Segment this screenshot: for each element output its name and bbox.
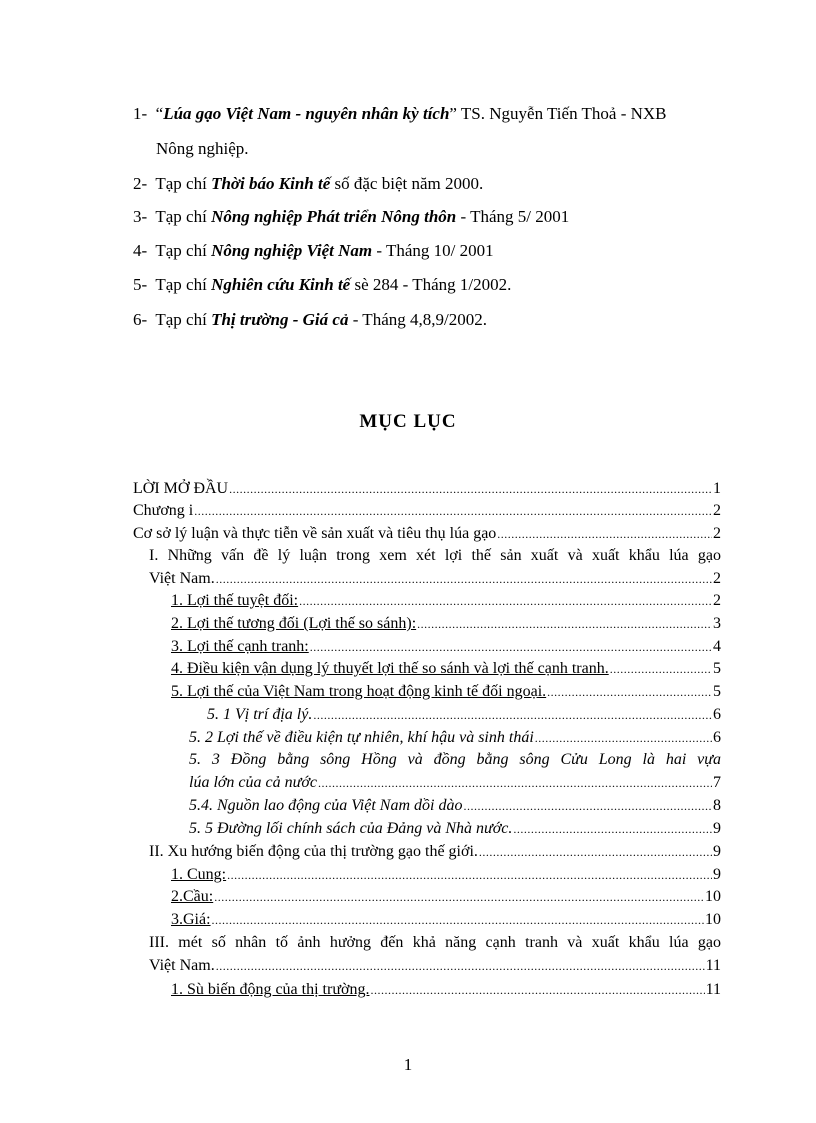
- toc-page-number: 9: [713, 820, 721, 837]
- reference-title: Nghiên cứu Kinh tế: [211, 275, 351, 294]
- reference-title: Nông nghiệp Phát triển Nông thôn: [211, 207, 457, 226]
- toc-entry[interactable]: [133, 524, 721, 544]
- toc-leader: [313, 708, 712, 722]
- reference-title: Thời báo Kinh tế: [211, 174, 331, 193]
- toc-entry-label: 1. Sù biến động của thị trường.: [171, 981, 370, 998]
- toc-entry-label: II. Xu hướng biến động của thị trường gạo thế giới.: [149, 843, 478, 860]
- toc-entry[interactable]: [189, 819, 721, 839]
- toc-entry-label: Việt Nam.: [149, 570, 215, 587]
- toc-entry-label: 3. Lợi thế cạnh tranh:: [171, 638, 309, 655]
- toc-entry[interactable]: [189, 773, 721, 793]
- reference-text: Tạp chí: [155, 174, 212, 193]
- toc-leader: [497, 527, 712, 541]
- toc-entry-label: 5. 2 Lợi thế về điều kiện tự nhiên, khí hậu và sinh thái: [189, 729, 534, 746]
- toc-entry-label: 5. 1 Vị trí địa lý.: [207, 706, 313, 723]
- toc-entry[interactable]: [171, 910, 721, 930]
- toc-page-number: 9: [713, 843, 721, 860]
- reference-number: 5-: [133, 275, 148, 294]
- toc-page-number: 5: [713, 683, 721, 700]
- reference-title: Nông nghiệp Việt Nam: [211, 241, 373, 260]
- toc-leader: [513, 822, 712, 836]
- toc-entry[interactable]: [207, 705, 721, 725]
- toc-entry[interactable]: [189, 796, 721, 816]
- toc-title: MỤC LỤC: [359, 411, 457, 432]
- toc-page-number: 4: [713, 638, 721, 655]
- toc-page-number: 11: [705, 957, 721, 974]
- toc-page-number: 2: [713, 502, 721, 519]
- toc-entry[interactable]: [133, 501, 721, 521]
- page-number: 1: [403, 1055, 413, 1074]
- reference-text: - Tháng 4,8,9/2002.: [348, 310, 487, 329]
- toc-page-number: 5: [713, 660, 721, 677]
- toc-leader: [227, 868, 712, 882]
- toc-entry[interactable]: [171, 682, 721, 702]
- reference-title: Thị trường - Giá cả: [211, 310, 349, 329]
- reference-number: 6-: [133, 310, 148, 329]
- toc-entry-label: LỜI MỞ ĐẦU: [133, 480, 229, 497]
- toc-page-number: 9: [713, 866, 721, 883]
- toc-leader: [610, 662, 712, 676]
- toc-entry[interactable]: [171, 659, 721, 679]
- reference-item-1-continued: Nông nghiệp.: [156, 139, 249, 158]
- toc-entry-label: 5.4. Nguồn lao động của Việt Nam dồi dào: [189, 797, 463, 814]
- toc-leader: [212, 913, 704, 927]
- toc-leader: [547, 685, 712, 699]
- toc-page-number: 8: [713, 797, 721, 814]
- toc-leader: [479, 845, 712, 859]
- reference-text: Tạp chí: [155, 207, 212, 226]
- toc-leader: [310, 640, 712, 654]
- toc-leader: [417, 617, 712, 631]
- reference-text: Tạp chí: [155, 241, 212, 260]
- toc-page-number: 10: [705, 888, 721, 905]
- toc-leader: [535, 731, 712, 745]
- reference-item-5: [133, 275, 511, 295]
- toc-leader: [216, 959, 705, 973]
- reference-text: “: [155, 104, 164, 123]
- toc-entry-label: 1. Lợi thế tuyệt đối:: [171, 592, 299, 609]
- toc-entry-label: 4. Điều kiện vận dụng lý thuyết lợi thế so sánh và lợi thế cạnh tranh.: [171, 660, 609, 677]
- toc-entry[interactable]: [171, 637, 721, 657]
- reference-text: Tạp chí: [155, 310, 212, 329]
- reference-number: 1-: [133, 104, 148, 123]
- toc-page-number: 6: [713, 729, 721, 746]
- reference-number: 3-: [133, 207, 148, 226]
- toc-entry-first-line[interactable]: III. mét số nhân tố ảnh hưởng đến khả năng cạnh tranh và xuất khẩu lúa gạo: [149, 934, 721, 951]
- toc-page-number: 7: [713, 774, 721, 791]
- toc-entry-label: 5. Lợi thế của Việt Nam trong hoạt động kinh tế đối ngoại.: [171, 683, 547, 700]
- toc-entry[interactable]: [149, 569, 721, 589]
- reference-text: Tạp chí: [155, 275, 212, 294]
- toc-page-number: 6: [713, 706, 721, 723]
- toc-page-number: 2: [713, 592, 721, 609]
- reference-text: - Tháng 10/ 2001: [372, 241, 494, 260]
- toc-page-number: 11: [705, 981, 721, 998]
- toc-page-number: 2: [713, 570, 721, 587]
- toc-entry[interactable]: [133, 479, 721, 499]
- reference-item-3: [133, 207, 569, 227]
- toc-entry[interactable]: [171, 865, 721, 885]
- toc-leader: [299, 594, 712, 608]
- reference-title: Lúa gạo Việt Nam - nguyên nhân kỳ tích: [163, 104, 450, 123]
- toc-page-number: 2: [713, 525, 721, 542]
- toc-leader: [216, 572, 712, 586]
- reference-text: ” TS. Nguyễn Tiến Thoả - NXB: [449, 104, 667, 123]
- reference-text: - Tháng 5/ 2001: [456, 207, 570, 226]
- toc-page-number: 3: [713, 615, 721, 632]
- toc-entry-label: 2. Lợi thế tương đối (Lợi thế so sánh):: [171, 615, 417, 632]
- toc-entry[interactable]: [171, 980, 721, 1000]
- toc-entry[interactable]: [171, 591, 721, 611]
- reference-text: số đặc biệt năm 2000.: [330, 174, 484, 193]
- toc-page-number: 10: [705, 911, 721, 928]
- toc-entry-label: 3.Giá:: [171, 911, 211, 928]
- reference-number: 2-: [133, 174, 148, 193]
- toc-page-number: 1: [713, 480, 721, 497]
- toc-leader: [318, 776, 712, 790]
- toc-entry-first-line[interactable]: 5. 3 Đồng bằng sông Hồng và đồng bằng sông Cửu Long là hai vựa: [189, 751, 721, 768]
- reference-number: 4-: [133, 241, 148, 260]
- reference-item-2: [133, 174, 483, 194]
- toc-entry-label: Chương i: [133, 502, 194, 519]
- toc-entry-label: Cơ sở lý luận và thực tiễn về sản xuất và tiêu thụ lúa gạo: [133, 525, 497, 542]
- toc-entry-label: lúa lớn của cả nước: [189, 774, 317, 791]
- toc-entry-label: 1. Cung:: [171, 866, 227, 883]
- toc-entry-label: 2.Cầu:: [171, 888, 214, 905]
- toc-leader: [463, 799, 712, 813]
- toc-entry[interactable]: [149, 956, 721, 976]
- toc-entry-label: 5. 5 Đường lối chính sách của Đảng và Nhà nước.: [189, 820, 513, 837]
- reference-item-6: [133, 310, 487, 330]
- toc-entry[interactable]: [149, 842, 721, 862]
- toc-leader: [194, 504, 712, 518]
- toc-entry[interactable]: [171, 887, 721, 907]
- toc-entry-label: Việt Nam.: [149, 957, 215, 974]
- reference-text: sè 284 - Tháng 1/2002.: [350, 275, 512, 294]
- toc-entry[interactable]: [189, 728, 721, 748]
- reference-item-4: [133, 241, 494, 261]
- toc-leader: [229, 482, 712, 496]
- toc-entry-first-line[interactable]: I. Những vấn đề lý luận trong xem xét lợi thế sản xuất và xuất khẩu lúa gạo: [149, 547, 721, 564]
- toc-entry[interactable]: [171, 614, 721, 634]
- toc-leader: [214, 890, 704, 904]
- toc-leader: [370, 983, 704, 997]
- reference-item-1: [133, 104, 667, 124]
